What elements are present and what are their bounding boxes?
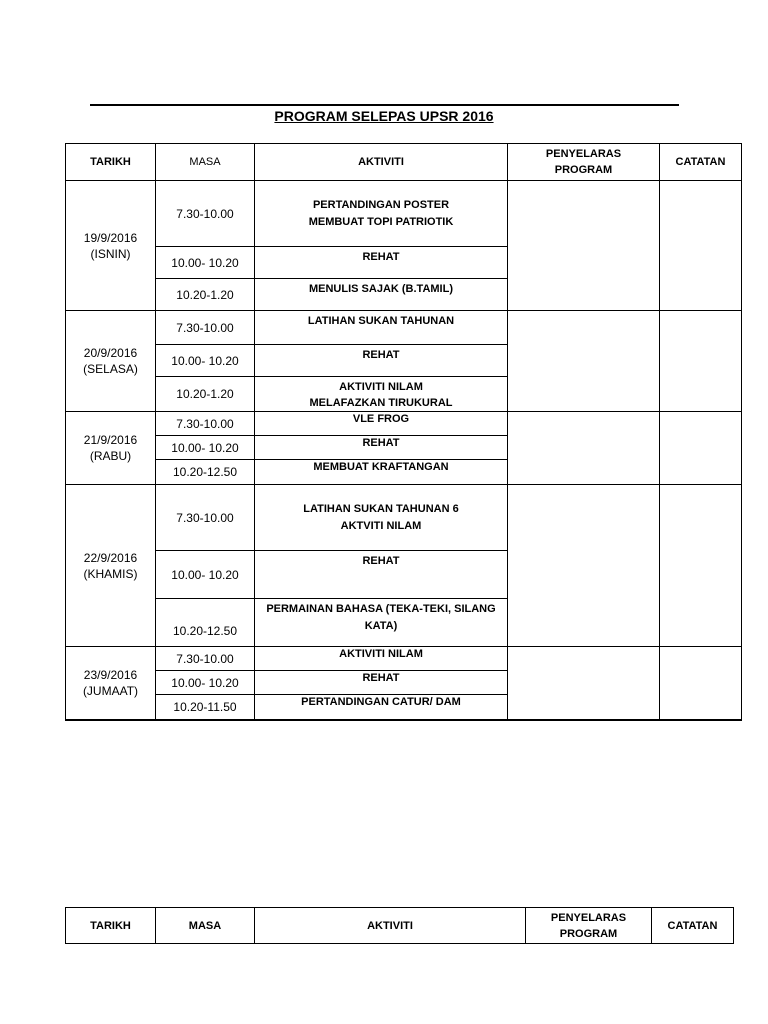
table-row bbox=[66, 485, 742, 551]
activity-line: VLE FROG bbox=[352, 413, 410, 425]
activity-line: REHAT bbox=[362, 349, 400, 361]
activity-line: AKTIVITI NILAM bbox=[339, 648, 423, 660]
activity-line: MENULIS SAJAK (B.TAMIL) bbox=[308, 283, 453, 295]
catatan-cell bbox=[660, 485, 742, 647]
header-row bbox=[66, 144, 742, 181]
activity-cell bbox=[255, 247, 508, 279]
activity-line: REHAT bbox=[362, 672, 400, 684]
header-tarikh: TARIKH bbox=[66, 144, 156, 181]
header-penyelaras bbox=[508, 144, 660, 181]
time-cell: 10.20-11.50 bbox=[156, 695, 255, 720]
header-catatan: CATATAN bbox=[652, 908, 734, 944]
activity-cell bbox=[255, 436, 508, 460]
activity-line: PERTANDINGAN POSTER bbox=[312, 198, 450, 211]
penyelaras-cell bbox=[508, 485, 660, 647]
date-cell bbox=[66, 412, 156, 485]
footer-header-table bbox=[65, 907, 734, 944]
table-row bbox=[66, 181, 742, 247]
date-text: 20/9/2016 bbox=[83, 346, 138, 360]
title-rule bbox=[90, 104, 679, 106]
table-row bbox=[66, 412, 742, 436]
time-cell: 10.00- 10.20 bbox=[156, 345, 255, 377]
penyelaras-cell bbox=[508, 647, 660, 720]
activity-line: LATIHAN SUKAN TAHUNAN 6 bbox=[303, 502, 459, 515]
activity-cell bbox=[255, 485, 508, 551]
date-cell bbox=[66, 485, 156, 647]
date-cell bbox=[66, 647, 156, 720]
catatan-cell bbox=[660, 412, 742, 485]
header-aktiviti: AKTIVITI bbox=[255, 144, 508, 181]
activity-cell bbox=[255, 551, 508, 599]
time-cell: 10.20-12.50 bbox=[156, 599, 255, 647]
date-cell bbox=[66, 181, 156, 311]
header-masa: MASA bbox=[156, 908, 255, 944]
activity-line: AKTIVITI NILAM bbox=[339, 381, 423, 393]
penyelaras-cell bbox=[508, 181, 660, 311]
activity-line: AKTVITI NILAM bbox=[340, 519, 422, 532]
page-title: PROGRAM SELEPAS UPSR 2016 bbox=[274, 108, 494, 124]
penyelaras-cell bbox=[508, 311, 660, 412]
activity-line: KATA) bbox=[364, 620, 398, 632]
schedule-table bbox=[65, 143, 742, 721]
table-row bbox=[66, 311, 742, 345]
activity-cell bbox=[255, 279, 508, 311]
activity-line: REHAT bbox=[362, 251, 400, 263]
header-masa: MASA bbox=[156, 144, 255, 181]
activity-cell bbox=[255, 345, 508, 377]
time-cell: 10.00- 10.20 bbox=[156, 247, 255, 279]
time-cell: 7.30-10.00 bbox=[156, 311, 255, 345]
time-cell: 10.00- 10.20 bbox=[156, 436, 255, 460]
header-row bbox=[66, 908, 734, 944]
day-text: (RABU) bbox=[89, 449, 132, 463]
activity-line: REHAT bbox=[362, 555, 400, 567]
activity-line: MEMBUAT TOPI PATRIOTIK bbox=[308, 215, 454, 228]
time-cell: 7.30-10.00 bbox=[156, 181, 255, 247]
activity-cell bbox=[255, 181, 508, 247]
date-text: 22/9/2016 bbox=[83, 550, 138, 565]
day-text: (KHAMIS) bbox=[83, 566, 138, 581]
catatan-cell bbox=[660, 311, 742, 412]
time-cell: 10.20-12.50 bbox=[156, 460, 255, 485]
activity-line: REHAT bbox=[362, 437, 400, 449]
time-cell: 10.00- 10.20 bbox=[156, 551, 255, 599]
date-cell bbox=[66, 311, 156, 412]
activity-line: PERTANDINGAN CATUR/ DAM bbox=[301, 696, 461, 708]
header-penyelaras bbox=[526, 908, 652, 944]
catatan-cell bbox=[660, 647, 742, 720]
activity-cell bbox=[255, 599, 508, 647]
penyelaras-cell bbox=[508, 412, 660, 485]
header-tarikh: TARIKH bbox=[66, 908, 156, 944]
day-text: (JUMAAT) bbox=[82, 683, 139, 698]
time-cell: 10.20-1.20 bbox=[156, 377, 255, 412]
activity-line: MEMBUAT KRAFTANGAN bbox=[313, 461, 449, 473]
date-text: 21/9/2016 bbox=[83, 433, 138, 447]
header-aktiviti: AKTIVITI bbox=[255, 908, 526, 944]
header-penyelaras-line1: PENYELARAS bbox=[545, 148, 622, 160]
activity-cell bbox=[255, 377, 508, 412]
day-text: (ISNIN) bbox=[90, 246, 131, 261]
time-cell: 7.30-10.00 bbox=[156, 412, 255, 436]
catatan-cell bbox=[660, 181, 742, 311]
header-penyelaras-line1: PENYELARAS bbox=[550, 911, 627, 924]
activity-cell bbox=[255, 412, 508, 436]
header-catatan: CATATAN bbox=[660, 144, 742, 181]
time-cell: 7.30-10.00 bbox=[156, 647, 255, 671]
activity-cell bbox=[255, 460, 508, 485]
activity-line: LATIHAN SUKAN TAHUNAN bbox=[307, 315, 455, 327]
date-text: 19/9/2016 bbox=[83, 230, 138, 245]
header-penyelaras-line2: PROGRAM bbox=[554, 164, 613, 176]
activity-line: MELAFAZKAN TIRUKURAL bbox=[309, 397, 453, 409]
activity-cell bbox=[255, 311, 508, 345]
header-penyelaras-line2: PROGRAM bbox=[559, 927, 618, 940]
day-text: (SELASA) bbox=[83, 362, 138, 376]
date-text: 23/9/2016 bbox=[83, 667, 138, 682]
table-row bbox=[66, 647, 742, 671]
time-cell: 10.00- 10.20 bbox=[156, 671, 255, 695]
activity-cell bbox=[255, 647, 508, 671]
time-cell: 10.20-1.20 bbox=[156, 279, 255, 311]
activity-cell bbox=[255, 695, 508, 720]
time-cell: 7.30-10.00 bbox=[156, 485, 255, 551]
activity-line: PERMAINAN BAHASA (TEKA-TEKI, SILANG bbox=[266, 603, 496, 615]
activity-cell bbox=[255, 671, 508, 695]
